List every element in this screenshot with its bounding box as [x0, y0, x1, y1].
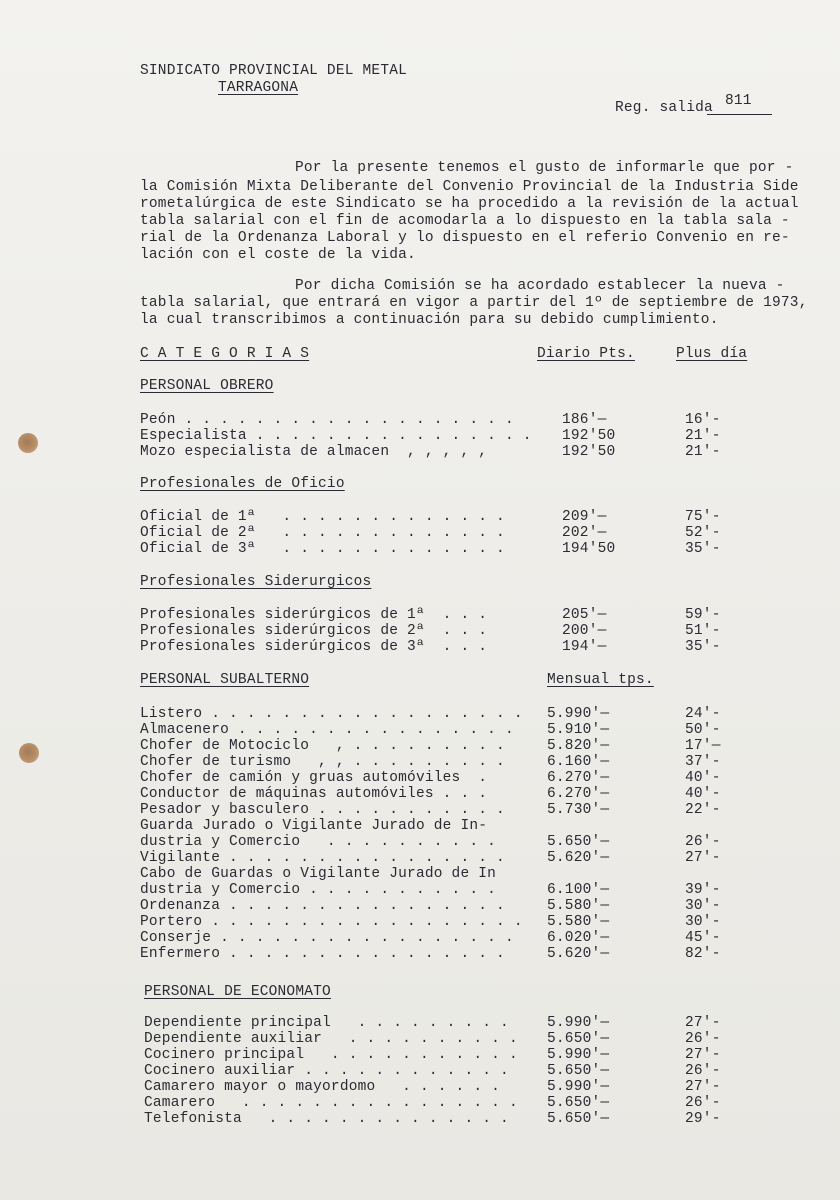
row-label: Ordenanza . . . . . . . . . . . . . . . . [140, 898, 505, 914]
paragraph-1-line: rial de la Ordenanza Laboral y lo dispuesto en el referio Convenio en re- [140, 230, 790, 246]
row-label: Listero . . . . . . . . . . . . . . . . . . [140, 706, 523, 722]
reg-underline [707, 114, 772, 115]
row-label: Camarero . . . . . . . . . . . . . . . . [144, 1095, 518, 1111]
row-plus: 40'- [685, 786, 721, 802]
header-plus: Plus día [676, 346, 748, 362]
row-plus: 35'- [685, 639, 721, 655]
row-plus: 26'- [685, 1095, 721, 1111]
row-plus: 27'- [685, 1079, 721, 1095]
row-plus: 22'- [685, 802, 721, 818]
row-label: Conserje . . . . . . . . . . . . . . . . . [140, 930, 514, 946]
reg-number: 811 [725, 93, 752, 109]
row-plus: 26'- [685, 1031, 721, 1047]
section-subalterno: PERSONAL SUBALTERNO [140, 672, 310, 688]
org-name: SINDICATO PROVINCIAL DEL METAL [140, 63, 408, 79]
paragraph-1-line: Por la presente tenemos el gusto de informarle que por - [295, 160, 794, 176]
paragraph-1-line: rometalúrgica de este Sindicato se ha procedido a la revisión de la actual [140, 196, 799, 212]
row-value: 5.990'— [547, 706, 610, 722]
reg-label: Reg. salida [615, 100, 713, 116]
row-plus: 30'- [685, 914, 721, 930]
row-plus: 30'- [685, 898, 721, 914]
row-label: Profesionales siderúrgicos de 3ª . . . [140, 639, 488, 655]
row-label: Guarda Jurado o Vigilante Jurado de In- [140, 818, 488, 834]
row-label: Chofer de turismo , , . . . . . . . . . [140, 754, 505, 770]
row-plus: 26'- [685, 834, 721, 850]
row-plus: 51'- [685, 623, 721, 639]
row-plus: 21'- [685, 428, 721, 444]
row-label: Cocinero auxiliar . . . . . . . . . . . . [144, 1063, 509, 1079]
row-plus: 27'- [685, 1047, 721, 1063]
row-value: 5.990'— [547, 1079, 610, 1095]
row-plus: 17'— [685, 738, 721, 754]
row-label: Profesionales siderúrgicos de 1ª . . . [140, 607, 488, 623]
row-label: Conductor de máquinas automóviles . . . [140, 786, 488, 802]
row-plus: 24'- [685, 706, 721, 722]
row-value: 6.020'— [547, 930, 610, 946]
row-value: 5.730'— [547, 802, 610, 818]
row-plus: 26'- [685, 1063, 721, 1079]
punch-hole [18, 433, 38, 453]
row-plus: 27'- [685, 850, 721, 866]
row-label: Oficial de 1ª . . . . . . . . . . . . . [140, 509, 505, 525]
row-value: 5.650'— [547, 1063, 610, 1079]
row-value: 5.650'— [547, 1111, 610, 1127]
row-value: 5.820'— [547, 738, 610, 754]
header-diario: Diario Pts. [537, 346, 635, 362]
row-value: 5.990'— [547, 1015, 610, 1031]
row-value: 194'— [562, 639, 607, 655]
row-value: 192'50 [562, 444, 616, 460]
row-label: Cabo de Guardas o Vigilante Jurado de In [140, 866, 497, 882]
section-obrero: PERSONAL OBRERO [140, 378, 274, 394]
paragraph-1-line: la Comisión Mixta Deliberante del Convenio Provincial de la Industria Side [140, 179, 799, 195]
row-plus: 29'- [685, 1111, 721, 1127]
row-label: Oficial de 2ª . . . . . . . . . . . . . [140, 525, 505, 541]
paragraph-1-line: tabla salarial con el fin de acomodarla a lo dispuesto en la tabla sala - [140, 213, 790, 229]
row-label: Cocinero principal . . . . . . . . . . . [144, 1047, 518, 1063]
row-value: 5.990'— [547, 1047, 610, 1063]
row-value: 5.650'— [547, 1095, 610, 1111]
row-label: Peón . . . . . . . . . . . . . . . . . . . [140, 412, 514, 428]
header-categorias: C A T E G O R I A S [140, 346, 310, 362]
row-plus: 37'- [685, 754, 721, 770]
row-value: 5.650'— [547, 1031, 610, 1047]
section-siderurgicos: Profesionales Siderurgicos [140, 574, 372, 590]
row-plus: 75'- [685, 509, 721, 525]
row-label: Dependiente auxiliar . . . . . . . . . . [144, 1031, 518, 1047]
row-value: 192'50 [562, 428, 616, 444]
punch-hole [19, 743, 39, 763]
row-plus: 16'- [685, 412, 721, 428]
row-plus: 52'- [685, 525, 721, 541]
row-label: dustria y Comercio . . . . . . . . . . [140, 834, 497, 850]
row-value: 6.270'— [547, 770, 610, 786]
row-label: Almacenero . . . . . . . . . . . . . . . . [140, 722, 514, 738]
row-plus: 45'- [685, 930, 721, 946]
row-plus: 21'- [685, 444, 721, 460]
row-plus: 39'- [685, 882, 721, 898]
row-plus: 40'- [685, 770, 721, 786]
row-label: Vigilante . . . . . . . . . . . . . . . . [140, 850, 505, 866]
row-value: 202'— [562, 525, 607, 541]
row-value: 5.620'— [547, 850, 610, 866]
section-oficio: Profesionales de Oficio [140, 476, 345, 492]
paragraph-1-line: lación con el coste de la vida. [140, 247, 416, 263]
row-plus: 50'- [685, 722, 721, 738]
row-label: Especialista . . . . . . . . . . . . . . . . [140, 428, 532, 444]
row-label: Chofer de Motociclo , . . . . . . . . . [140, 738, 505, 754]
row-label: Mozo especialista de almacen , , , , , [140, 444, 488, 460]
city: TARRAGONA [218, 80, 299, 96]
row-label: Dependiente principal . . . . . . . . . [144, 1015, 509, 1031]
row-label: Enfermero . . . . . . . . . . . . . . . . [140, 946, 505, 962]
row-value: 5.580'— [547, 898, 610, 914]
row-plus: 59'- [685, 607, 721, 623]
row-value: 5.580'— [547, 914, 610, 930]
row-label: Portero . . . . . . . . . . . . . . . . . . [140, 914, 523, 930]
row-plus: 82'- [685, 946, 721, 962]
row-value: 209'— [562, 509, 607, 525]
row-plus: 27'- [685, 1015, 721, 1031]
row-value: 205'— [562, 607, 607, 623]
row-value: 5.650'— [547, 834, 610, 850]
section-economato: PERSONAL DE ECONOMATO [144, 984, 331, 1000]
row-label: Chofer de camión y gruas automóviles . [140, 770, 488, 786]
row-value: 6.270'— [547, 786, 610, 802]
header-mensual: Mensual tps. [547, 672, 654, 688]
row-plus: 35'- [685, 541, 721, 557]
paragraph-2-line: tabla salarial, que entrará en vigor a partir del 1º de septiembre de 1973, [140, 295, 808, 311]
paragraph-2-line: Por dicha Comisión se ha acordado establecer la nueva - [295, 278, 785, 294]
row-value: 200'— [562, 623, 607, 639]
row-label: Pesador y basculero . . . . . . . . . . . [140, 802, 505, 818]
row-label: Telefonista . . . . . . . . . . . . . . [144, 1111, 509, 1127]
row-label: Camarero mayor o mayordomo . . . . . . [144, 1079, 501, 1095]
row-value: 186'— [562, 412, 607, 428]
row-value: 6.100'— [547, 882, 610, 898]
row-label: Oficial de 3ª . . . . . . . . . . . . . [140, 541, 505, 557]
row-label: Profesionales siderúrgicos de 2ª . . . [140, 623, 488, 639]
row-label: dustria y Comercio . . . . . . . . . . . [140, 882, 497, 898]
paragraph-2-line: la cual transcribimos a continuación para su debido cumplimiento. [140, 312, 719, 328]
row-value: 5.910'— [547, 722, 610, 738]
row-value: 5.620'— [547, 946, 610, 962]
row-value: 194'50 [562, 541, 616, 557]
row-value: 6.160'— [547, 754, 610, 770]
